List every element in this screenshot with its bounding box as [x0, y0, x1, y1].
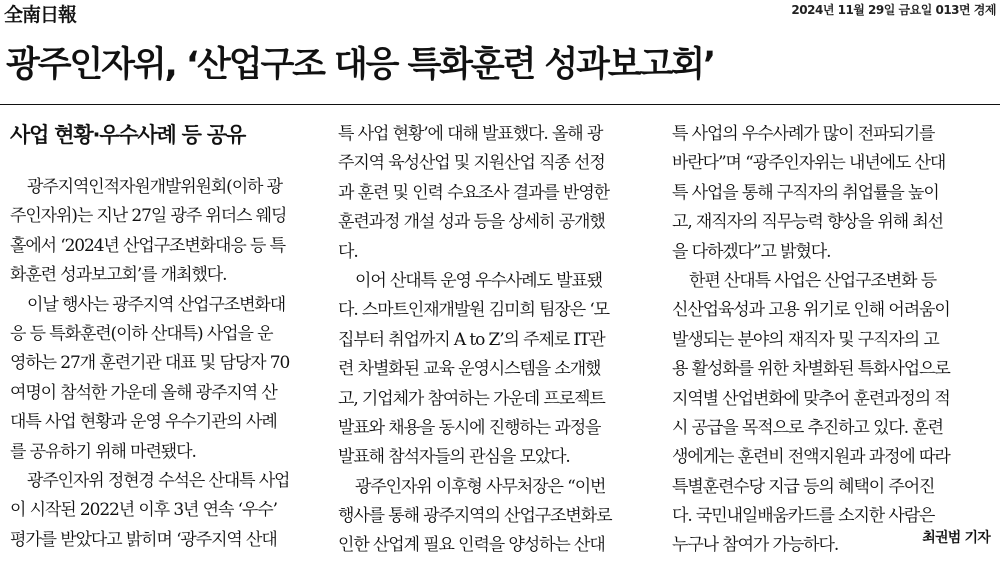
body-text-line: 화훈련 성과보고회’를 개최했다. [10, 265, 227, 286]
body-text-line: 고, 재직자의 직무능력 향상을 위해 최선 [672, 212, 943, 233]
body-text-line: 한편 산대특 사업은 산업구조변화 등 [689, 270, 937, 291]
body-text-line: 이 시작된 2022년 이후 3년 연속 ‘우수’ [10, 500, 277, 521]
body-text-line: 발표해 참석자들의 관심을 모았다. [338, 447, 570, 468]
body-text-line: 바란다”며 “광주인자위는 내년에도 산대 [672, 153, 946, 174]
body-text-line: 지역별 산업변화에 맞추어 훈련과정의 적 [672, 388, 950, 409]
body-text-line: 대특 사업 현황과 운영 우수기관의 사례 [10, 412, 277, 433]
body-text-line: 여명이 참석한 가운데 올해 광주지역 산 [10, 382, 277, 403]
body-text-line: 주인자위)는 지난 27일 광주 위더스 웨딩 [10, 206, 287, 227]
article-column-1 [10, 120, 328, 555]
body-text-line: 평가를 받았다고 밝히며 ‘광주지역 산대 [10, 529, 277, 550]
body-text-line: 신산업육성과 고용 위기로 인해 어려움이 [672, 300, 950, 321]
body-text-line: 을 다하겠다”고 밝혔다. [672, 241, 831, 262]
body-text-line: 발생되는 분야의 재직자 및 구직자의 고 [672, 329, 939, 350]
newspaper-logo: 全南日報 [4, 4, 77, 26]
body-text-line: 를 공유하기 위해 마련됐다. [10, 441, 196, 462]
body-text-line: 광주인자위 정현경 수석은 산대특 사업 [27, 470, 290, 491]
body-text-line: 인한 산업계 필요 인력을 양성하는 산대 [338, 535, 605, 556]
body-text-line: 주지역 육성산업 및 지원산업 직종 선정 [338, 153, 605, 174]
issue-date-page-section: 2024년 11월 29일 금요일 013면 경제 [791, 3, 996, 17]
body-text-line: 다. 국민내일배움카드를 소지한 사람은 [672, 506, 935, 527]
article-headline: 광주인자위, ‘산업구조 대응 특화훈련 성과보고회’ [6, 45, 715, 85]
article-column-3 [672, 120, 990, 561]
body-text-line: 시 공급을 목적으로 추진하고 있다. 훈련 [672, 417, 943, 438]
body-text-line: 생에게는 훈련비 전액지원과 과정에 따라 [672, 447, 950, 468]
body-text-line: 집부터 취업까지 A to Z’의 주제로 IT관 [338, 329, 605, 350]
body-text-line: 특별훈련수당 지급 등의 혜택이 주어진 [672, 476, 935, 497]
body-text-line: 특 사업을 통해 구직자의 취업률을 높이 [672, 182, 939, 203]
body-text-line: 훈련과정 개설 성과 등을 상세히 공개했 [338, 212, 605, 233]
body-text-line: 이어 산대특 운영 우수사례도 발표됐 [355, 270, 603, 291]
body-text-line: 련 차별화된 교육 운영시스템을 소개했 [338, 359, 601, 380]
body-text-line: 발표와 채용을 동시에 진행하는 과정을 [338, 417, 601, 438]
body-text-line: 홀에서 ‘2024년 산업구조변화대응 등 특 [10, 235, 285, 256]
body-text-line: 다. [338, 241, 358, 262]
body-text-line: 광주지역인적자원개발위원회(이하 광 [27, 177, 282, 197]
body-text-line: 특 사업 현황’에 대해 발표했다. 올해 광 [338, 124, 603, 144]
body-text-line: 이날 행사는 광주지역 산업구조변화대 [27, 294, 286, 315]
article-byline: 최권범 기자 [922, 530, 990, 546]
body-text-line: 과 훈련 및 인력 수요조사 결과를 반영한 [338, 182, 609, 203]
body-text-line: 광주인자위 이후형 사무처장은 “이번 [355, 476, 606, 497]
article-column-2 [338, 120, 656, 561]
body-text-line: 응 등 특화훈련(이하 산대특) 사업을 운 [10, 323, 273, 344]
body-text-line: 특 사업의 우수사례가 많이 전파되기를 [672, 124, 935, 144]
body-text-line: 행사를 통해 광주지역의 산업구조변화로 [338, 506, 612, 527]
body-text-line: 용 활성화를 위한 차별화된 특화사업으로 [672, 359, 950, 380]
body-text-line: 영하는 27개 훈련기관 대표 및 담당자 70 [10, 353, 290, 374]
body-text-line: 고, 기업체가 참여하는 가운데 프로젝트 [338, 388, 605, 409]
body-text-line: 다. 스마트인재개발원 김미희 팀장은 ‘모 [338, 300, 609, 321]
article-subhead: 사업 현황·우수사례 등 공유 [10, 123, 246, 147]
body-text-line: 누구나 참여가 가능하다. [672, 535, 839, 556]
headline-divider [0, 104, 1000, 105]
